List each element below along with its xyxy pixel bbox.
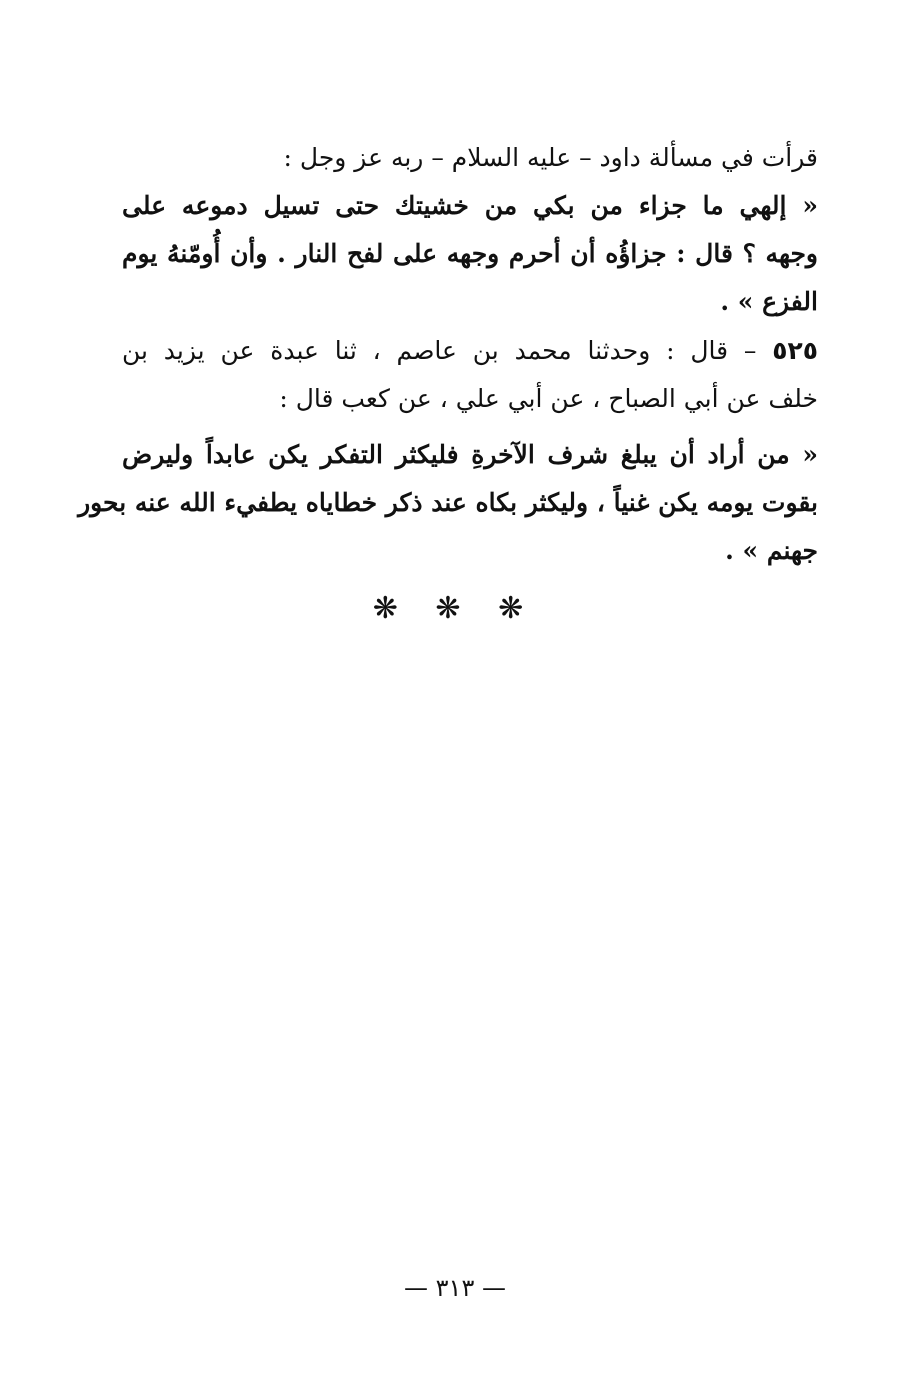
quote-line: وجهه ؟ قال : جزاؤُه أن أحرم وجهه على لفح النار . وأن أُومّنهُ يوم (122, 239, 818, 268)
quote-line: « إلهي ما جزاء من بكي من خشيتك حتى تسيل دموعه على (122, 191, 818, 220)
quote-line: جهنم » . (725, 536, 818, 565)
page-number: — ٣١٣ — (404, 1274, 506, 1302)
quote-line: بقوت يومه يكن غنياً ، وليكثر بكاه عند ذكر خطاياه يطفيء الله عنه بحور (78, 488, 818, 517)
isnad-text: – قال : وحدثنا محمد بن عاصم ، ثنا عبدة عن يزيد بن (122, 336, 757, 365)
quote-line: الفزع » . (720, 287, 818, 316)
quote-line: « من أراد أن يبلغ شرف الآخرةِ فليكثر التفكر يكن عابداً وليرض (122, 440, 818, 469)
section-divider-ornaments: ❋ ❋ ❋ (372, 591, 538, 626)
passage-1 (122, 134, 818, 326)
isnad-line (122, 327, 818, 375)
passage-2 (78, 327, 818, 575)
intro-line: قرأت في مسألة داود – عليه السلام – ربه عز وجل : (283, 143, 818, 172)
isnad-line: خلف عن أبي الصباح ، عن أبي علي ، عن كعب قال : (279, 384, 818, 413)
hadith-number: ٥٢٥ (772, 336, 818, 365)
